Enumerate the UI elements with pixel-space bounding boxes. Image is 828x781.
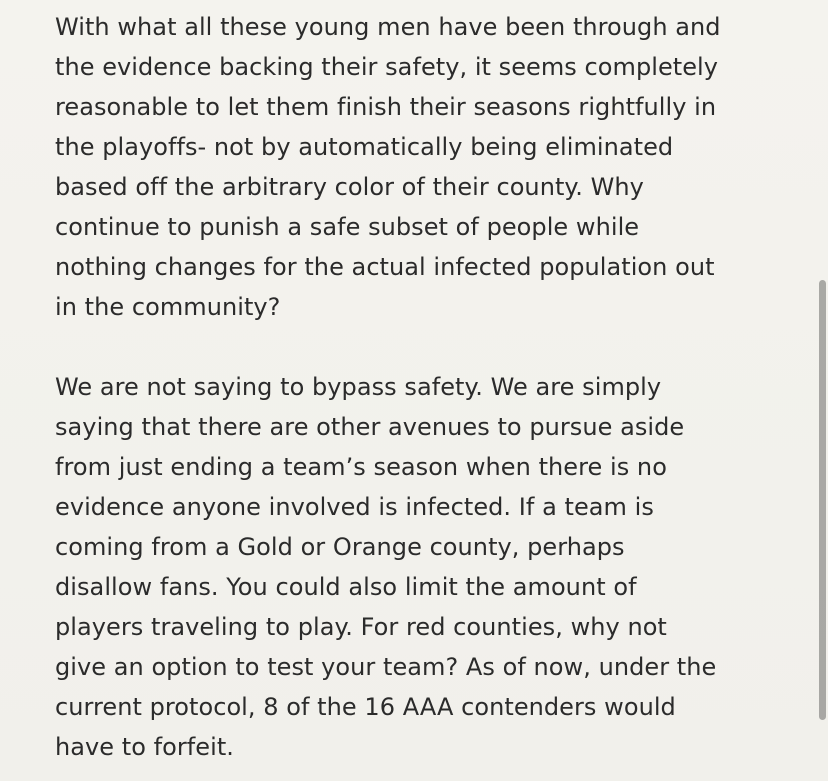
text-line: coming from a Gold or Orange county, perhaps (55, 533, 625, 561)
paragraph-1 (55, 7, 795, 327)
text-line: the playoffs- not by automatically being eliminated (55, 133, 674, 161)
paragraph-spacer (55, 327, 795, 367)
text-line: from just ending a team’s season when there is no (55, 453, 667, 481)
paragraph-2 (55, 367, 795, 767)
text-line: With what all these young men have been through and (55, 13, 721, 41)
text-line: have to forfeit. (55, 733, 234, 761)
text-line: give an option to test your team? As of now, under the (55, 653, 717, 681)
text-line: We are not saying to bypass safety. We are simply (55, 373, 662, 401)
text-line: disallow fans. You could also limit the amount of (55, 573, 637, 601)
text-line: players traveling to play. For red counties, why not (55, 613, 667, 641)
text-line: saying that there are other avenues to pursue aside (55, 413, 685, 441)
note-body[interactable] (55, 7, 795, 767)
text-line: in the community? (55, 293, 281, 321)
text-line: current protocol, 8 of the 16 AAA contenders would (55, 693, 676, 721)
text-line: based off the arbitrary color of their county. Why (55, 173, 644, 201)
text-line: nothing changes for the actual infected population out (55, 253, 715, 281)
vertical-scrollbar[interactable] (819, 280, 826, 720)
text-line: the evidence backing their safety, it seems completely (55, 53, 719, 81)
text-line: evidence anyone involved is infected. If a team is (55, 493, 654, 521)
text-line: reasonable to let them finish their seasons rightfully in (55, 93, 717, 121)
text-line: continue to punish a safe subset of people while (55, 213, 640, 241)
